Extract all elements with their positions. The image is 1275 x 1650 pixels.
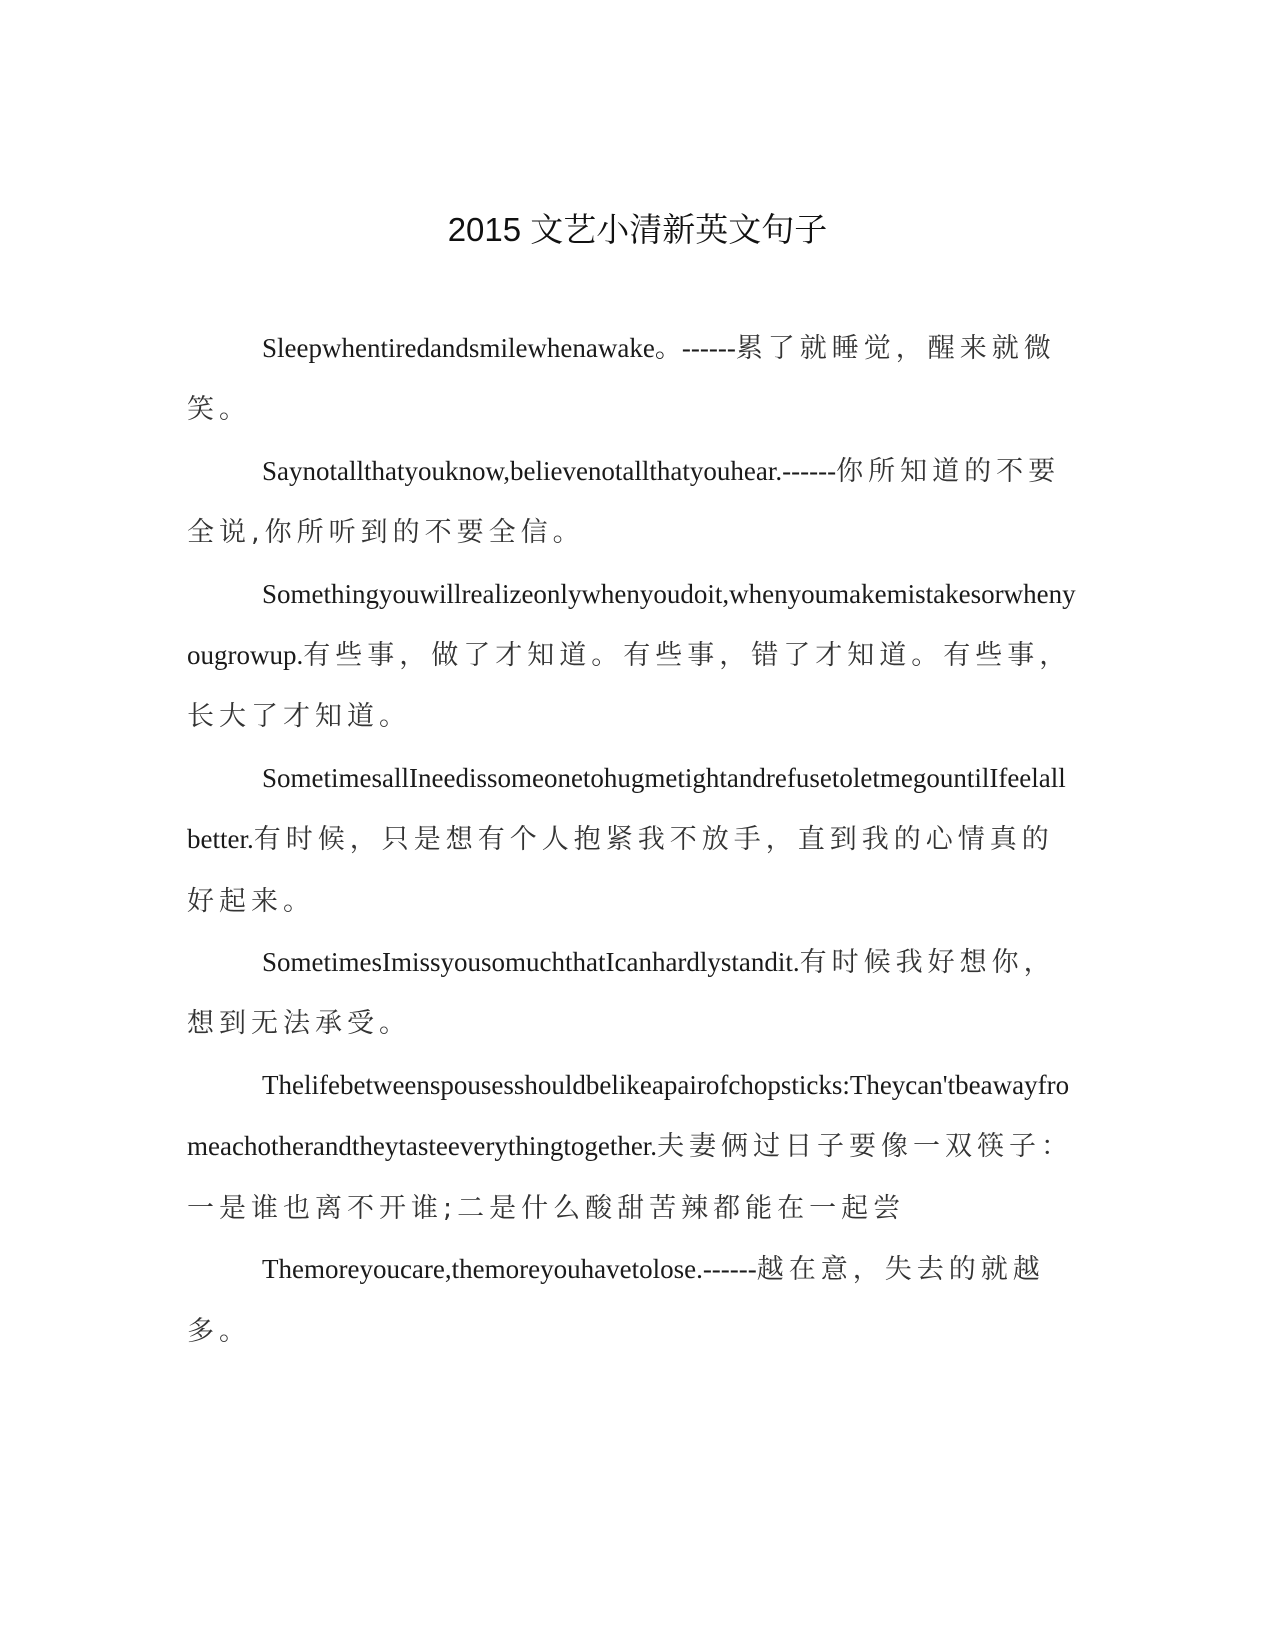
quote-english: SometimesImissyousomuchthatIcanhardlystandit. — [262, 947, 800, 978]
quote-chinese: 你所知道的不要全说,你所听到的不要全信。 — [187, 455, 1061, 549]
document-body — [187, 318, 1077, 1362]
quote-chinese: 夫妻俩过日子要像一双筷子：一是谁也离不开谁;二是什么酸甜苦辣都能在一起尝 — [187, 1131, 1074, 1224]
quote-chinese: 有时候，只是想有个人抱紧我不放手，直到我的心情真的好起来。 — [187, 824, 1054, 917]
quote-paragraph — [187, 564, 1077, 748]
quote-paragraph — [187, 1055, 1077, 1239]
quote-english: Saynotallthatyouknow,believenotallthatyouhear.------ — [262, 455, 837, 486]
quote-paragraph — [187, 441, 1077, 564]
quote-paragraph — [187, 318, 1077, 441]
quote-chinese: 有时候我好想你，想到无法承受。 — [187, 947, 1056, 1040]
quote-paragraph — [187, 932, 1077, 1055]
document-title: 2015 文艺小清新英文句子 — [447, 211, 828, 248]
quote-english: Themoreyoucare,themoreyouhavetolose.------ — [262, 1254, 757, 1285]
quote-chinese: 有些事，做了才知道。有些事，错了才知道。有些事，长大了才知道。 — [187, 640, 1072, 733]
quote-english: Thelifebetweenspousesshouldbelikeapairofchopsticks:Theycan'tbeawayfromeachotherandtheytasteeverythingtogether. — [187, 1069, 1070, 1162]
quote-paragraph — [187, 1239, 1077, 1362]
quote-english: Sleepwhentiredandsmilewhenawake。------ — [262, 333, 736, 363]
quote-chinese: 越在意，失去的就越多。 — [187, 1254, 1045, 1347]
quote-chinese: 累了就睡觉，醒来就微笑。 — [187, 333, 1056, 426]
quote-english: SometimesallIneedissomeonetohugmetightandrefusetoletmegountilIfeelallbetter. — [187, 762, 1066, 855]
quote-paragraph — [187, 748, 1077, 932]
quote-english: Somethingyouwillrealizeonlywhenyoudoit,whenyoumakemistakesorwhenyougrowup. — [187, 578, 1076, 671]
